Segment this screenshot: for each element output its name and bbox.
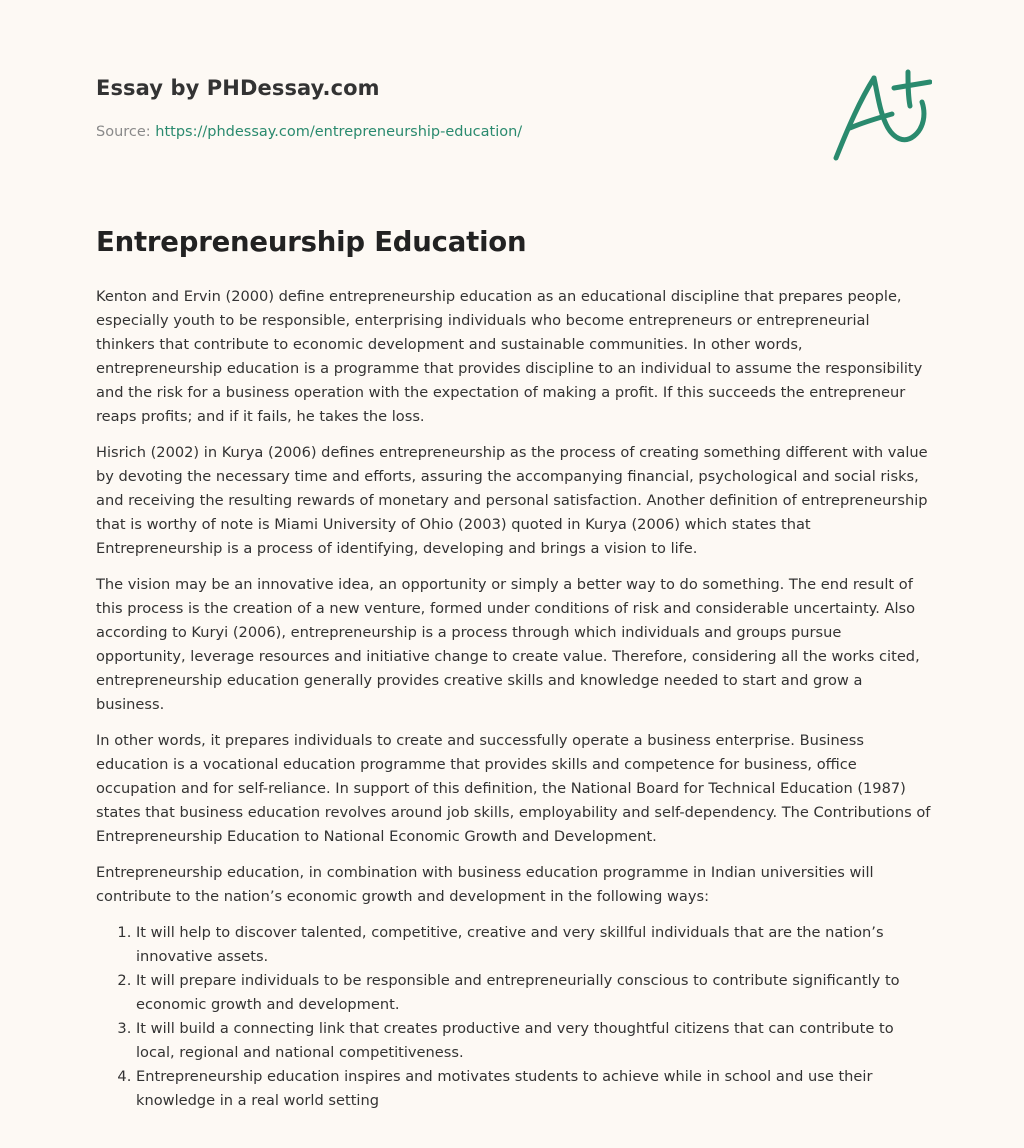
paragraph: The vision may be an innovative idea, an opportunity or simply a better way to do something. The end result of this process is the creation of a new venture, formed under conditions of risk and considerable uncertainty. Also according to Kuryi (2006), entrepreneurship is a process through which individuals and groups pursue opportunity, leverage resources and initiative change to create value. Therefore, considering all the works cited, entrepreneurship education generally provides creative skills and knowledge needed to start and grow a business. (96, 576, 920, 713)
source-label: Source: (96, 124, 156, 140)
paragraph: Kenton and Ervin (2000) define entrepreneurship education as an educational discipline that prepares people, especially youth to be responsible, enterprising individuals who become entrepreneurs or entrepreneurial thinkers that contribute to economic development and sustainable communities. In other words, entrepreneurship education is a programme that provides discipline to an individual to assume the responsibility and the risk for a business operation with the expectation of making a profit. If this succeeds the entrepreneur reaps profits; and if it fails, he takes the loss. (96, 288, 923, 425)
list-item: 1. It will help to discover talented, competitive, creative and very skillful individuals that are the nation’s innovative assets. (136, 921, 932, 969)
list-item: 3. It will build a connecting link that creates productive and very thoughtful citizens that can contribute to local, regional and national competitiveness. (136, 1017, 932, 1065)
contributions-list (96, 921, 932, 1113)
paragraph: Hisrich (2002) in Kurya (2006) defines entrepreneurship as the process of creating something different with value by devoting the necessary time and efforts, assuring the accompanying financial, psychological and social risks, and receiving the resulting rewards of monetary and personal satisfaction. Another definition of entrepreneurship that is worthy of note is Miami University of Ohio (2003) quoted in Kurya (2006) which states that Entrepreneurship is a process of identifying, developing and brings a vision to life. (96, 444, 928, 557)
paragraph: Entrepreneurship education, in combination with business education programme in Indian universities will contribute to the nation’s economic growth and development in the following ways: (96, 864, 874, 905)
brand-title: Essay by PHDessay.com (96, 76, 380, 100)
a-plus-logo-icon (828, 66, 932, 166)
essay-body (96, 285, 932, 1113)
source-line (96, 124, 522, 140)
list-item: 4. Entrepreneurship education inspires and motivates students to achieve while in school and use their knowledge in a real world setting (136, 1065, 932, 1113)
paragraph: In other words, it prepares individuals to create and successfully operate a business enterprise. Business education is a vocational education programme that provides skills and competence for business, office occupation and for self-reliance. In support of this definition, the National Board for Technical Education (1987) states that business education revolves around job skills, employability and self-dependency. The Contributions of Entrepreneurship Education to National Economic Growth and Development. (96, 732, 931, 845)
document-title: Entrepreneurship Education (96, 226, 527, 258)
source-link[interactable]: https://phdessay.com/entrepreneurship-education/ (155, 124, 523, 140)
page-header (96, 0, 928, 190)
list-item: 2. It will prepare individuals to be responsible and entrepreneurially conscious to contribute significantly to economic growth and development. (136, 969, 932, 1017)
